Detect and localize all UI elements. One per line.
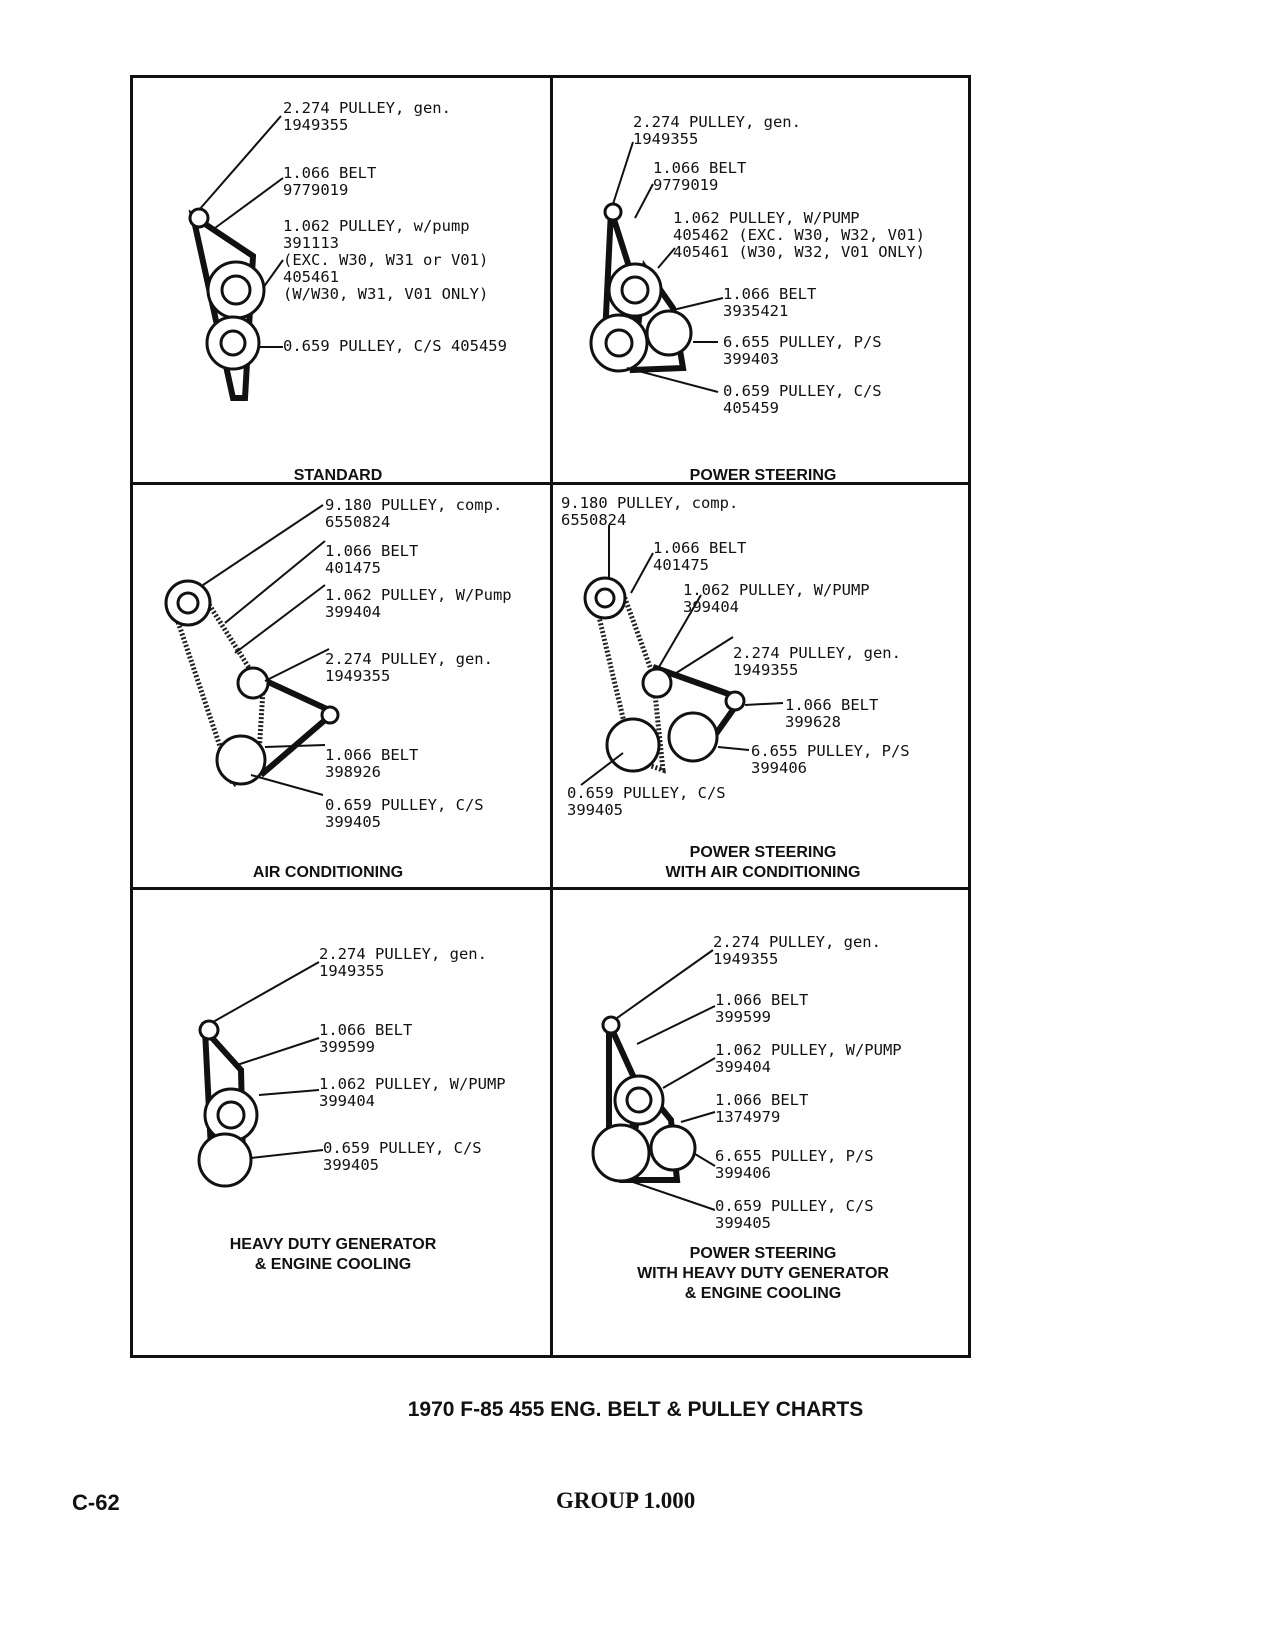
- ps-label-ps-pulley: 6.655 PULLEY, P/S 399403: [723, 333, 882, 368]
- hd-label-cs-pulley: 0.659 PULLEY, C/S 399405: [323, 1139, 482, 1174]
- ac-label-belt-2: 1.066 BELT 398926: [325, 746, 419, 781]
- ac-label-cs-pulley: 0.659 PULLEY, C/S 399405: [325, 796, 484, 831]
- pshd-label-pump-pulley: 1.062 PULLEY, W/PUMP 399404: [715, 1041, 902, 1076]
- panel-caption-standard: STANDARD: [293, 467, 383, 484]
- pshd-label-belt-1: 1.066 BELT 399599: [715, 991, 809, 1026]
- hd-label-gen-pulley: 2.274 PULLEY, gen. 1949355: [319, 945, 487, 980]
- hd-label-pump-pulley: 1.062 PULLEY, W/PUMP 399404: [319, 1075, 506, 1110]
- ps-label-belt-2: 1.066 BELT 3935421: [723, 285, 817, 320]
- group-number: GROUP 1.000: [556, 1488, 696, 1513]
- panel-heavy-duty: [133, 890, 550, 1355]
- panel-caption-air-conditioning: AIR CONDITIONING: [252, 864, 404, 881]
- psac-label-gen-pulley: 2.274 PULLEY, gen. 1949355: [733, 644, 901, 679]
- psac-label-belt-1: 1.066 BELT 401475: [653, 539, 747, 574]
- standard-label-pump-pulley: 1.062 PULLEY, w/pump 391113 (EXC. W30, W31 or V01) 405461 (W/W30, W31, V01 ONLY): [283, 217, 489, 303]
- ps-label-belt-1: 1.066 BELT 9779019: [653, 159, 747, 194]
- psac-label-comp-pulley: 9.180 PULLEY, comp. 6550824: [561, 494, 739, 529]
- panel-caption-power-steering: POWER STEERING: [689, 467, 837, 484]
- pshd-label-cs-pulley: 0.659 PULLEY, C/S 399405: [715, 1197, 874, 1232]
- standard-label-gen-pulley: 2.274 PULLEY, gen. 1949355: [283, 99, 451, 134]
- ac-label-gen-pulley: 2.274 PULLEY, gen. 1949355: [325, 650, 493, 685]
- panel-air-conditioning: [133, 485, 550, 887]
- panel-caption-ps-with-ac: POWER STEERING WITH AIR CONDITIONING: [665, 844, 861, 881]
- psac-label-pump-pulley: 1.062 PULLEY, W/PUMP 399404: [683, 581, 870, 616]
- pshd-label-ps-pulley: 6.655 PULLEY, P/S 399406: [715, 1147, 874, 1182]
- standard-label-cs-pulley: 0.659 PULLEY, C/S 405459: [283, 337, 507, 355]
- ps-label-cs-pulley: 0.659 PULLEY, C/S 405459: [723, 382, 882, 417]
- pshd-label-gen-pulley: 2.274 PULLEY, gen. 1949355: [713, 933, 881, 968]
- psac-label-belt-2: 1.066 BELT 399628: [785, 696, 879, 731]
- panel-ps-heavy-duty: [553, 890, 971, 1355]
- psac-label-ps-pulley: 6.655 PULLEY, P/S 399406: [751, 742, 910, 777]
- panel-caption-ps-heavy-duty: POWER STEERING WITH HEAVY DUTY GENERATOR & ENGINE COOLING: [637, 1245, 889, 1302]
- belt-chart-grid: [130, 75, 971, 1358]
- page-number: C-62: [72, 1490, 120, 1515]
- pshd-label-belt-2: 1.066 BELT 1374979: [715, 1091, 809, 1126]
- psac-label-cs-pulley: 0.659 PULLEY, C/S 399405: [567, 784, 726, 819]
- standard-label-belt: 1.066 BELT 9779019: [283, 164, 377, 199]
- ac-label-belt-1: 1.066 BELT 401475: [325, 542, 419, 577]
- page-title: 1970 F-85 455 ENG. BELT & PULLEY CHARTS: [407, 1398, 864, 1421]
- ac-label-comp-pulley: 9.180 PULLEY, comp. 6550824: [325, 496, 503, 531]
- ps-ac-belt-diagram: [553, 485, 971, 887]
- panel-ps-with-ac: [553, 485, 971, 887]
- hd-label-belt: 1.066 BELT 399599: [319, 1021, 413, 1056]
- panel-standard: [133, 78, 550, 482]
- panel-power-steering: [553, 78, 971, 482]
- ps-label-pump-pulley: 1.062 PULLEY, W/PUMP 405462 (EXC. W30, W32, V01) 405461 (W30, W32, V01 ONLY): [673, 209, 925, 261]
- panel-caption-heavy-duty: HEAVY DUTY GENERATOR & ENGINE COOLING: [229, 1236, 437, 1273]
- ac-label-pump-pulley: 1.062 PULLEY, W/Pump 399404: [325, 586, 512, 621]
- ps-label-gen-pulley: 2.274 PULLEY, gen. 1949355: [633, 113, 801, 148]
